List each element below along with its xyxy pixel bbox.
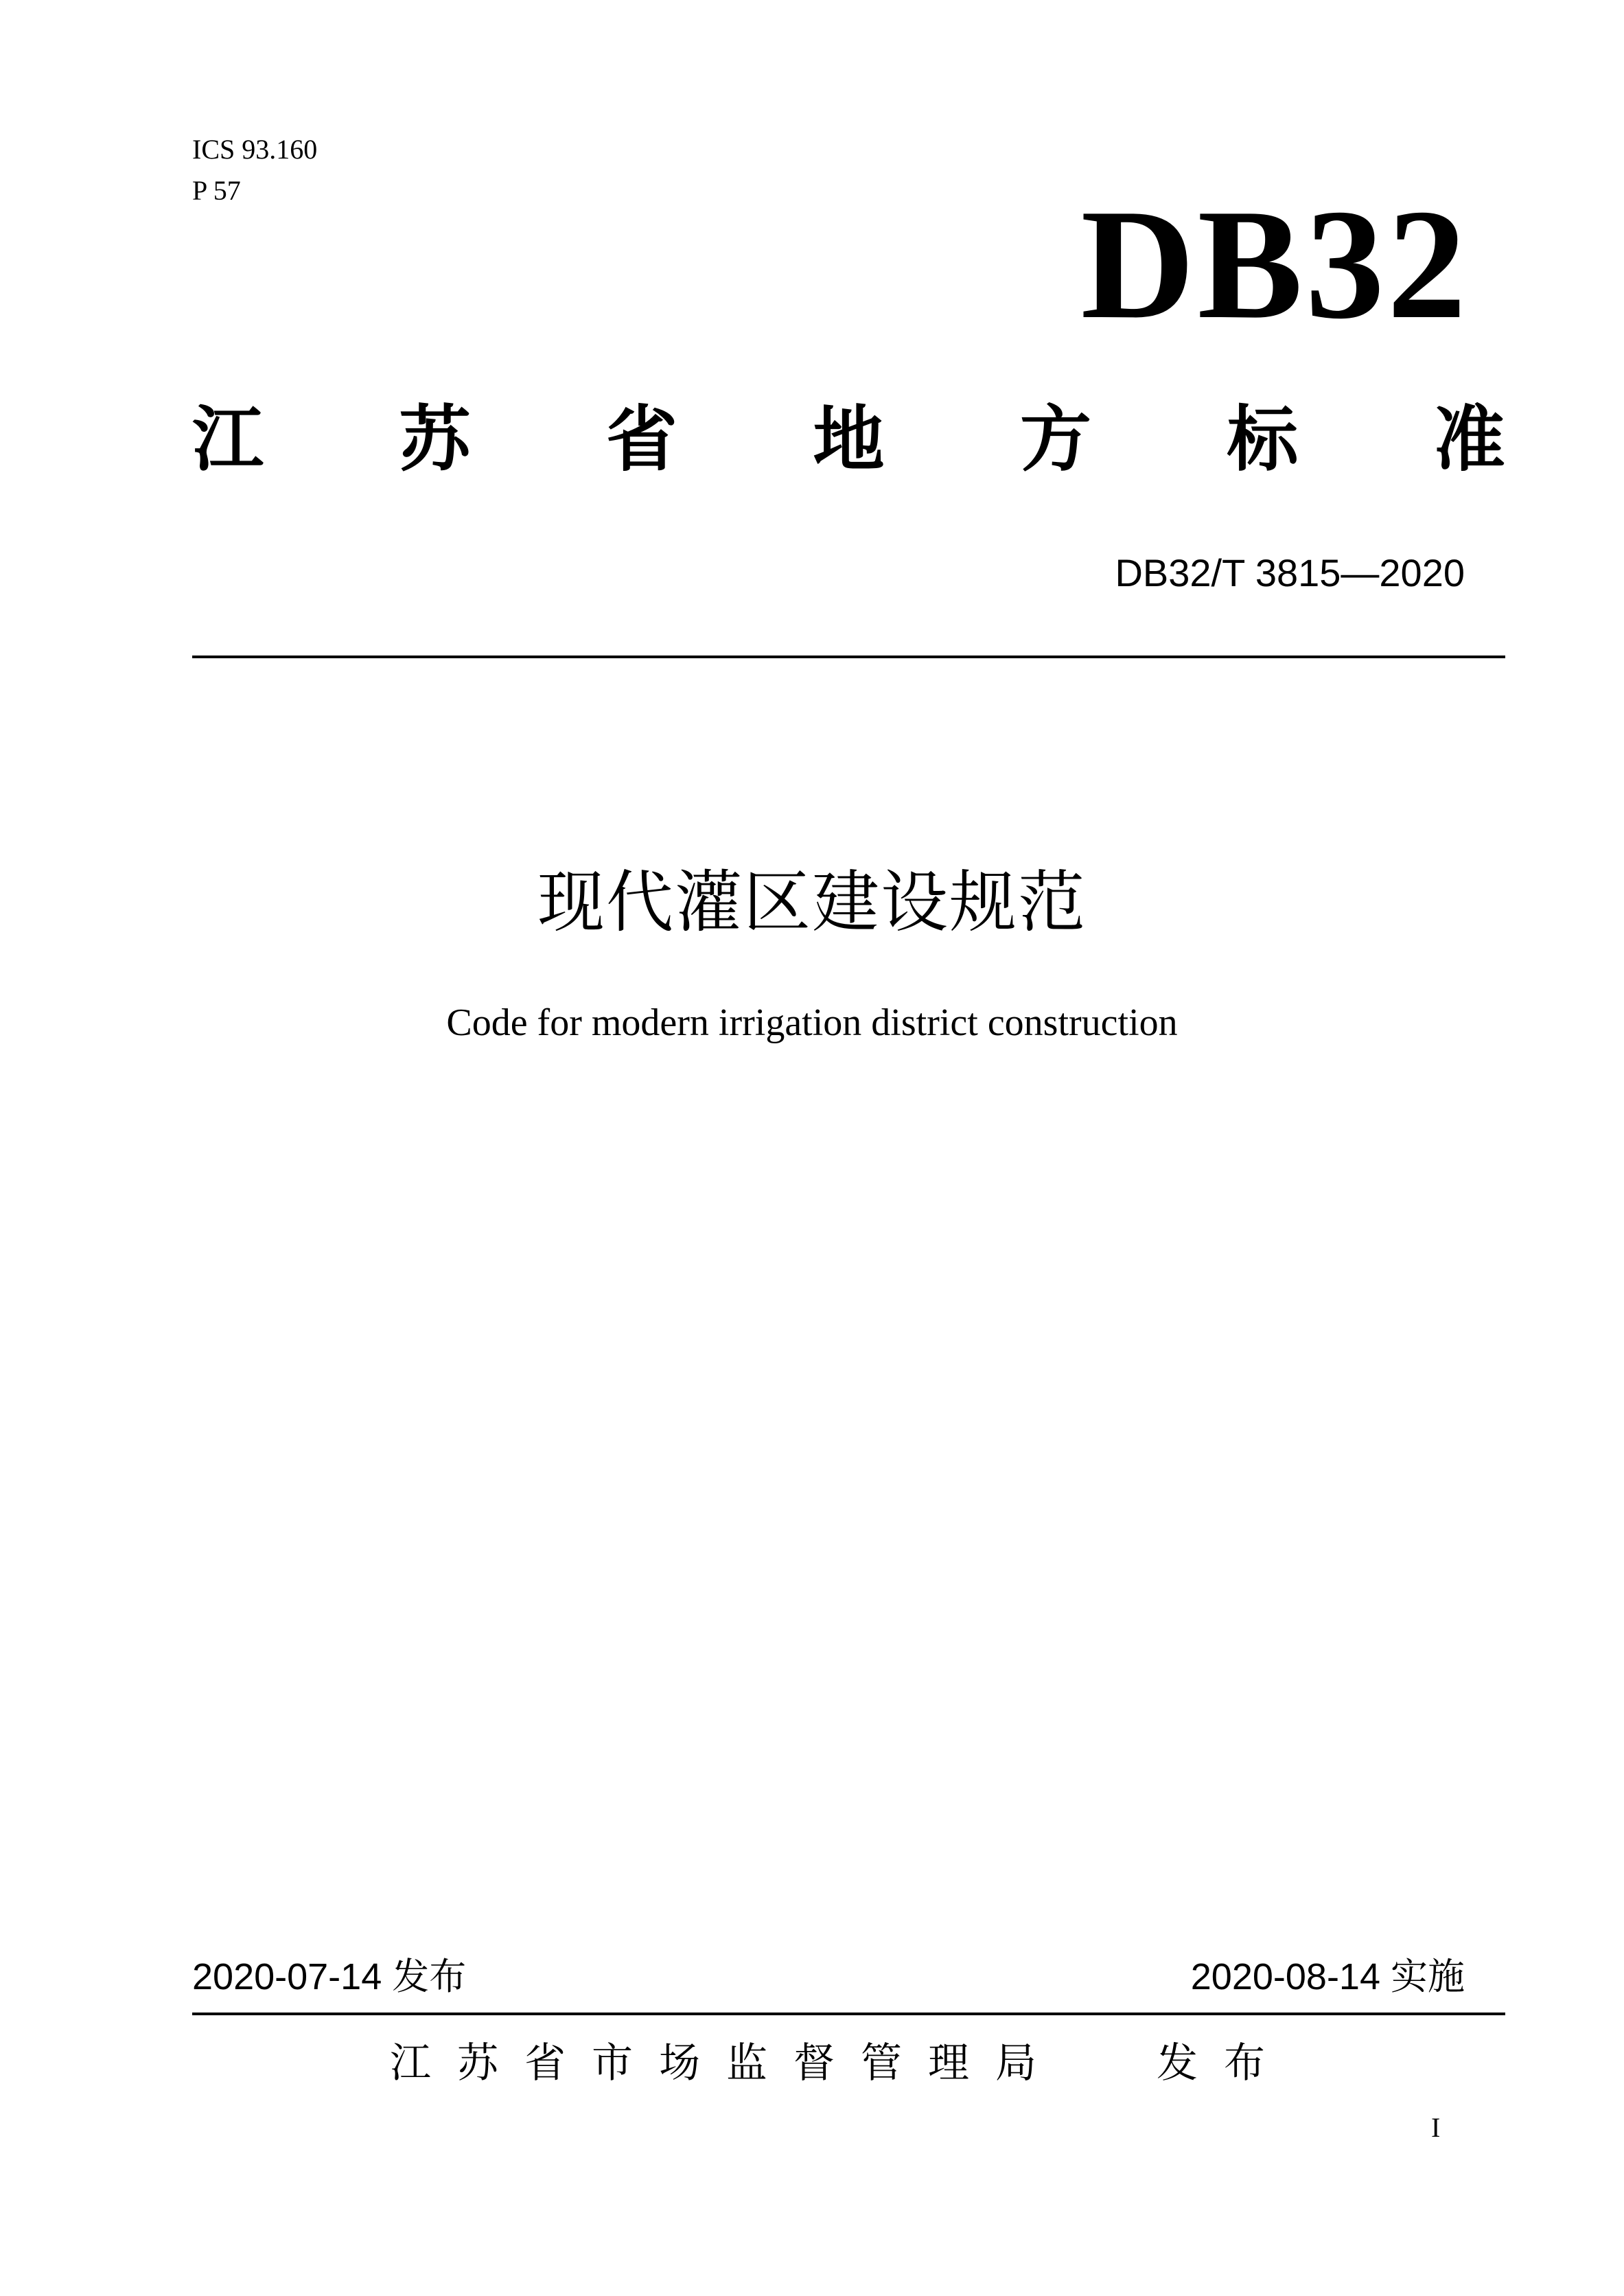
document-title-chinese: 现代灌区建设规范 [537, 863, 1087, 942]
issuing-authority: 江苏省市场监督管理局 [390, 2039, 1063, 2087]
db-logo-code: DB32 [1080, 176, 1469, 351]
standard-type-heading [192, 398, 1505, 480]
standard-type-char: 方 [1019, 397, 1091, 481]
page-number: I [1431, 2112, 1441, 2143]
ccs-code: P 57 [192, 175, 241, 206]
document-title-english: Code for modern irrigation district construction [446, 1001, 1178, 1044]
issuing-action: 发布 [1157, 2039, 1291, 2087]
implementation-date: 2020-08-14 实施 [1190, 1956, 1465, 1997]
standard-type-char: 苏 [399, 397, 471, 481]
standard-number: DB32/T 3815—2020 [1115, 551, 1465, 594]
standard-type-char: 江 [192, 397, 264, 481]
standard-type-char: 准 [1433, 397, 1505, 481]
standard-type-char: 省 [605, 397, 677, 481]
ics-code: ICS 93.160 [192, 134, 318, 165]
standard-type-char: 标 [1227, 397, 1299, 481]
bottom-divider [192, 2013, 1505, 2015]
issue-date: 2020-07-14 发布 [192, 1956, 467, 1997]
top-divider [192, 656, 1505, 658]
standard-type-char: 地 [813, 397, 885, 481]
